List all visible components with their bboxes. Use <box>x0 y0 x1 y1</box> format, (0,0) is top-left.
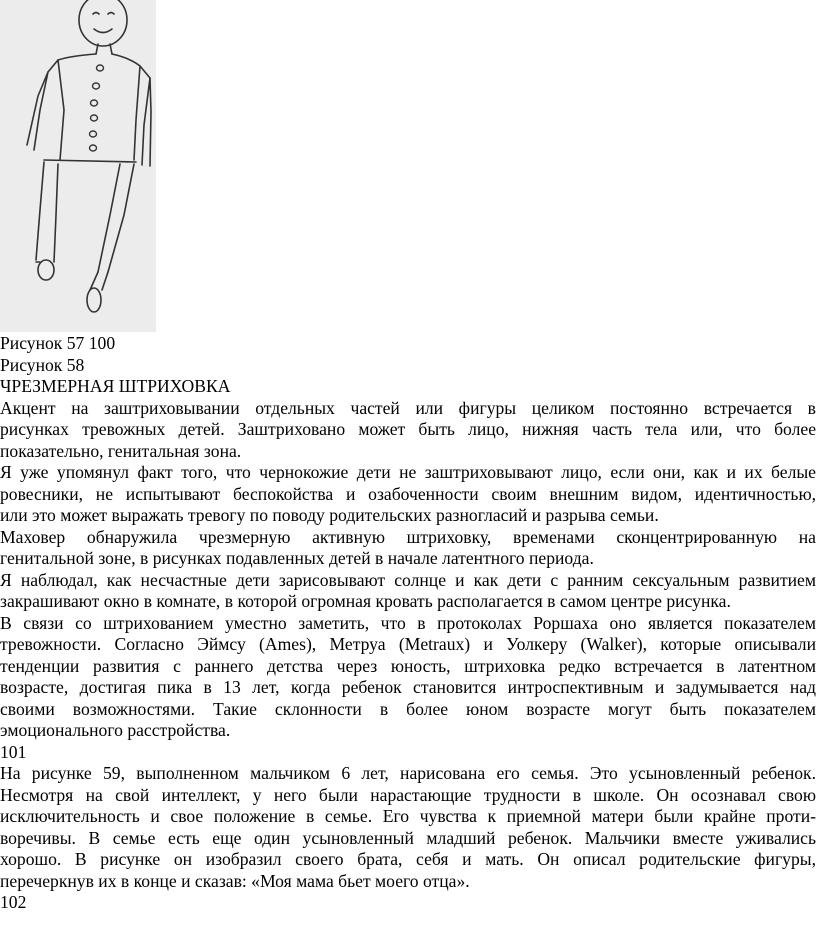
document-text <box>0 333 816 914</box>
body-line: тенденции развития с раннего детства через юность, штриховка редко встречается в латентном <box>0 655 816 676</box>
body-line: своими возможностями. Такие склонности в более юном возрасте могут быть показателем <box>0 698 816 719</box>
section-heading: ЧРЕЗМЕРНАЯ ШТРИХОВКА <box>0 376 231 396</box>
body-line: или это может выражать тревогу по поводу родительских разногласий и разрыва семьи. <box>0 505 659 525</box>
figure-caption-58: Рисунок 58 <box>0 354 85 375</box>
body-line: генитальной зоне, в рисунках подавленных детей в начале латентного периода. <box>0 548 594 568</box>
body-line: возрасте, достигая пика в 13 лет, когда ребенок становится интроспективным и задумывается над <box>0 677 816 697</box>
body-line: хорошо. В рисунке он изобразил своего брата, себя и мать. Он описал родительские фигуры, <box>0 849 816 869</box>
body-line: Я уже упомянул факт того, что чернокожие дети не заштриховывают лицо, если они, как и их белые <box>0 462 816 482</box>
body-line: Маховер обнаружила чрезмерную активную штриховку, временами сконцентрированную на <box>0 526 816 547</box>
body-line: рисунках тревожных детей. Заштриховано может быть лицо, нижняя часть тела или, что более <box>0 419 816 439</box>
body-line: Акцент на заштриховывании отдельных частей или фигуры целиком постоянно встречается в <box>0 397 816 418</box>
body-line: ровесники, не испытывают беспокойства и озабоченности своим внешним видом, идентичностью, <box>0 483 816 504</box>
body-line: исключительность и свое положение в семье. Его чувства к приемной матери были крайне проти- <box>0 806 816 826</box>
body-line: закрашивают окно в комнате, в которой огромная кровать располагается в самом центре рисунка. <box>0 591 731 611</box>
body-line: показательно, генитальная зона. <box>0 440 242 461</box>
figure-caption-57: Рисунок 57 100 <box>0 333 116 353</box>
body-line: Я наблюдал, как несчастные дети зарисовывают солнце и как дети с ранним сексуальным развитием <box>0 569 816 590</box>
child-drawing-figure-icon <box>0 0 156 332</box>
body-line: эмоционального расстройства. <box>0 720 231 740</box>
body-line: перечеркнув их в конце и сказав: «Моя мама бьет моего отца». <box>0 870 470 891</box>
page-number: 101 <box>0 741 27 762</box>
page-number: 102 <box>0 892 27 912</box>
child-drawing-figure-image <box>0 0 156 332</box>
body-line: тревожности. Согласно Эймсу (Ames), Метруа (Metraux) и Уолкеру (Walker), которые описывали <box>0 634 816 654</box>
body-line: В связи со штрихованием уместно заметить, что в протоколах Роршаха оно является показателем <box>0 612 816 633</box>
body-line: Несмотря на свой интеллект, у него были нарастающие трудности в школе. Он осознавал свою <box>0 784 816 805</box>
body-line: воречивы. В семье есть еще один усыновленный младший ребенок. Мальчики вместе уживались <box>0 827 816 848</box>
body-line: На рисунке 59, выполненном мальчиком 6 лет, нарисована его семья. Это усыновленный ребенок. <box>0 763 816 783</box>
